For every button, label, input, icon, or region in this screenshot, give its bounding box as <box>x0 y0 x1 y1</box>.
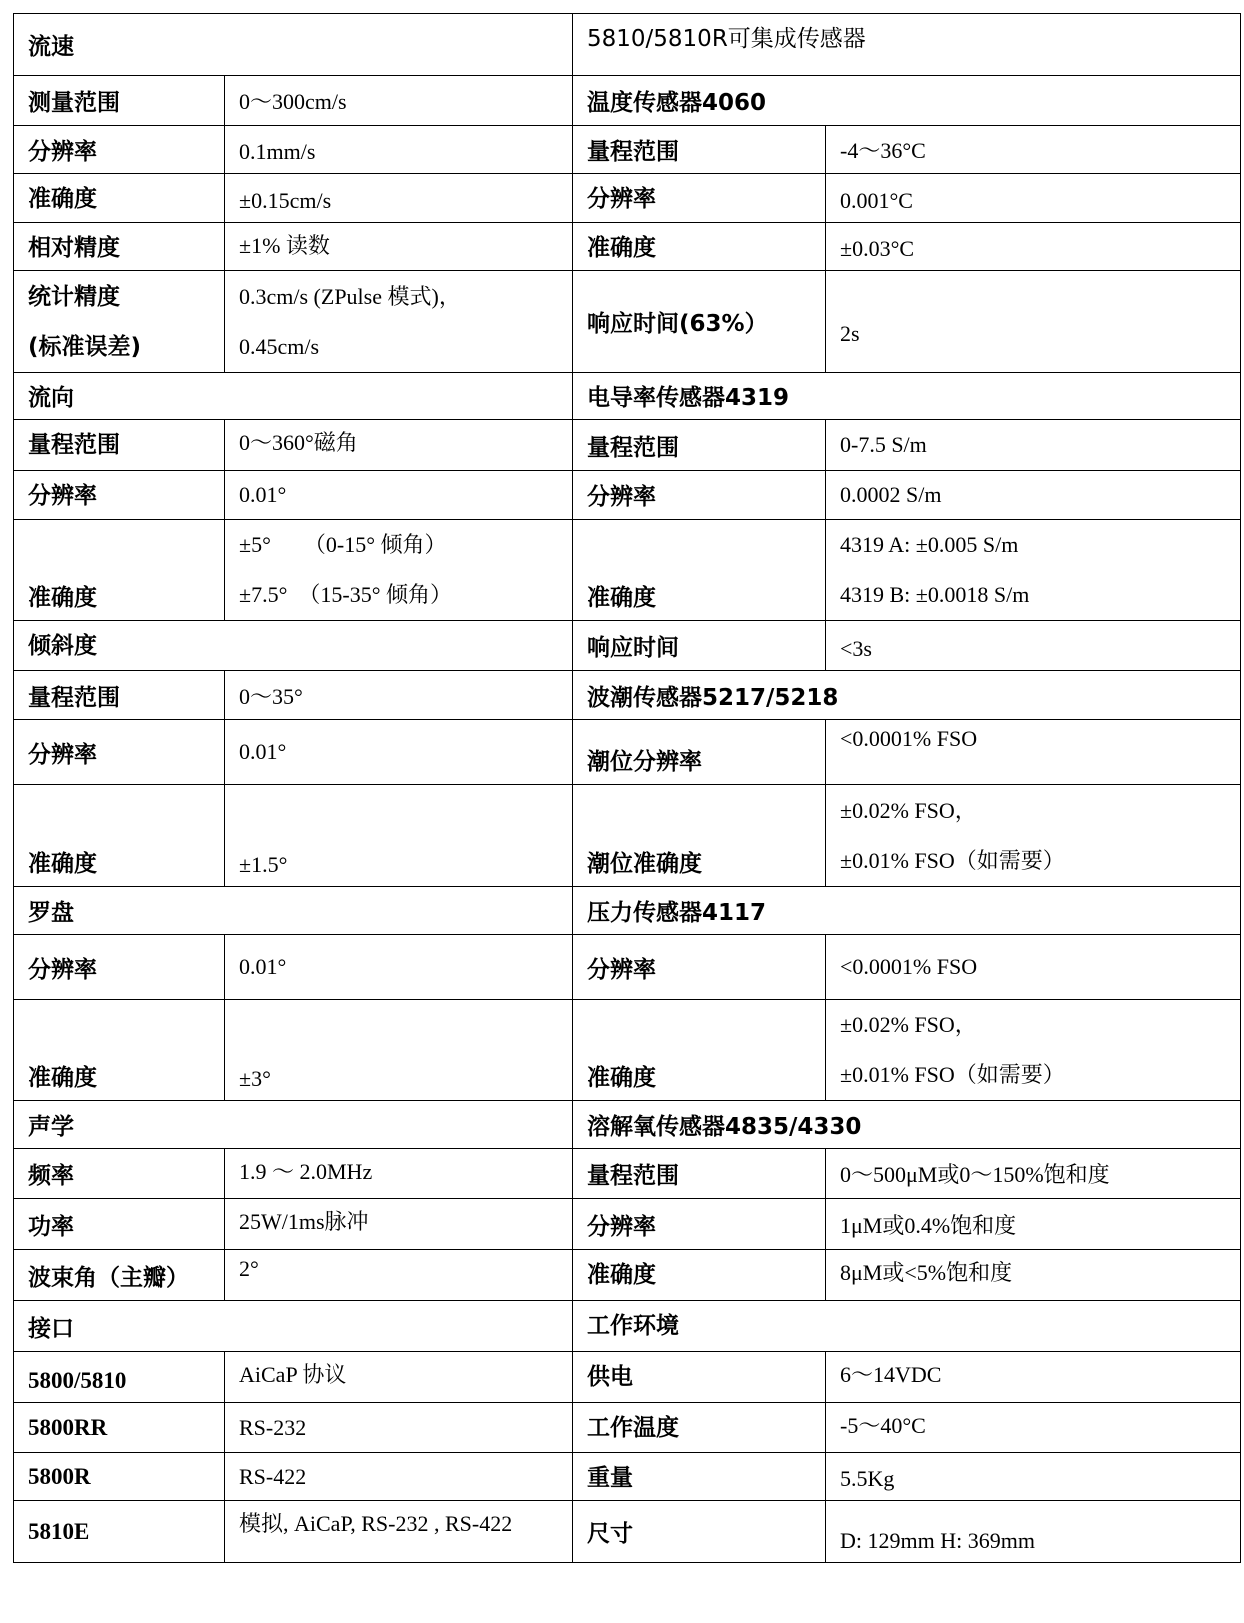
acoustic-frequency-label: 频率 <box>14 1149 225 1199</box>
environment-size-label: 尺寸 <box>573 1501 826 1563</box>
tide-accuracy-label: 潮位准确度 <box>573 785 826 887</box>
pressure-sensor-title: 压力传感器4117 <box>573 887 1241 935</box>
temperature-range-label: 量程范围 <box>573 126 826 174</box>
acoustic-power-label: 功率 <box>14 1199 225 1250</box>
integrated-sensors-header: 5810/5810R可集成传感器 <box>573 14 1241 76</box>
temperature-resolution-value: 0.001°C <box>826 174 1241 223</box>
conductivity-accuracy-line1: 4319 A: ±0.005 S/m <box>840 532 1019 557</box>
acoustic-beam-angle-label: 波束角（主瓣） <box>14 1250 225 1301</box>
compass-title: 罗盘 <box>14 887 573 935</box>
pressure-accuracy-value <box>826 1000 1241 1101</box>
temperature-response-label: 响应时间(63%） <box>573 271 826 373</box>
compass-accuracy-label: 准确度 <box>14 1000 225 1101</box>
tide-accuracy-line1: ±0.02% FSO， <box>840 797 977 823</box>
flow-direction-accuracy-line1: ±5° （0-15° 倾角） <box>239 532 447 557</box>
conductivity-accuracy-label: 准确度 <box>573 520 826 621</box>
flow-speed-relative-precision-label: 相对精度 <box>14 223 225 271</box>
environment-temperature-label: 工作温度 <box>573 1403 826 1453</box>
acoustic-power-value: 25W/1ms脉冲 <box>225 1199 573 1250</box>
interface-5800r-value: RS-422 <box>225 1453 573 1501</box>
temperature-response-value: 2s <box>826 271 1241 373</box>
interface-5800r-label: 5800R <box>14 1453 225 1501</box>
flow-direction-range-value: 0～360°磁角 <box>225 420 573 471</box>
oxygen-accuracy-value: 8μM或<5%饱和度 <box>826 1250 1241 1301</box>
tilt-range-label: 量程范围 <box>14 671 225 720</box>
temperature-accuracy-value: ±0.03°C <box>826 223 1241 271</box>
tilt-range-value: 0～35° <box>225 671 573 720</box>
flow-direction-range-label: 量程范围 <box>14 420 225 471</box>
statistical-precision-label-line1: 统计精度 <box>28 283 120 310</box>
acoustic-title: 声学 <box>14 1101 573 1149</box>
statistical-precision-label-line2: (标准误差) <box>28 333 142 360</box>
conductivity-accuracy-value <box>826 520 1241 621</box>
environment-weight-label: 重量 <box>573 1453 826 1501</box>
flow-speed-range-label: 测量范围 <box>14 76 225 126</box>
compass-resolution-label: 分辨率 <box>14 935 225 1000</box>
tide-resolution-value: <0.0001% FSO <box>826 720 1241 785</box>
conductivity-range-label: 量程范围 <box>573 420 826 471</box>
conductivity-response-value: <3s <box>826 621 1241 671</box>
flow-speed-resolution-value: 0.1mm/s <box>225 126 573 174</box>
temperature-accuracy-label: 准确度 <box>573 223 826 271</box>
tilt-resolution-value: 0.01° <box>225 720 573 785</box>
oxygen-accuracy-label: 准确度 <box>573 1250 826 1301</box>
temperature-range-value: -4～36°C <box>826 126 1241 174</box>
flow-speed-accuracy-label: 准确度 <box>14 174 225 223</box>
flow-speed-accuracy-value: ±0.15cm/s <box>225 174 573 223</box>
flow-direction-resolution-label: 分辨率 <box>14 471 225 520</box>
acoustic-beam-angle-value: 2° <box>225 1250 573 1301</box>
conductivity-accuracy-line2: 4319 B: ±0.0018 S/m <box>840 582 1030 607</box>
tide-accuracy-line2: ±0.01% FSO（如需要） <box>840 847 1065 873</box>
spec-table <box>13 13 1241 1563</box>
pressure-resolution-value: <0.0001% FSO <box>826 935 1241 1000</box>
environment-weight-value: 5.5Kg <box>826 1453 1241 1501</box>
pressure-resolution-label: 分辨率 <box>573 935 826 1000</box>
flow-direction-accuracy-label: 准确度 <box>14 520 225 621</box>
pressure-accuracy-label: 准确度 <box>573 1000 826 1101</box>
flow-direction-title: 流向 <box>14 373 573 420</box>
compass-accuracy-value: ±3° <box>225 1000 573 1101</box>
flow-speed-title: 流速 <box>14 14 573 76</box>
environment-power-value: 6～14VDC <box>826 1352 1241 1403</box>
conductivity-response-label: 响应时间 <box>573 621 826 671</box>
tilt-accuracy-label: 准确度 <box>14 785 225 887</box>
oxygen-range-value: 0～500μM或0～150%饱和度 <box>826 1149 1241 1199</box>
acoustic-frequency-value: 1.9 ～ 2.0MHz <box>225 1149 573 1199</box>
interface-5800rr-label: 5800RR <box>14 1403 225 1453</box>
interface-5810e-label: 5810E <box>14 1501 225 1563</box>
tide-accuracy-value <box>826 785 1241 887</box>
conductivity-resolution-label: 分辨率 <box>573 471 826 520</box>
pressure-accuracy-line1: ±0.02% FSO， <box>840 1012 977 1037</box>
interface-5800-5810-label: 5800/5810 <box>14 1352 225 1403</box>
flow-speed-resolution-label: 分辨率 <box>14 126 225 174</box>
conductivity-sensor-title: 电导率传感器4319 <box>573 373 1241 420</box>
oxygen-range-label: 量程范围 <box>573 1149 826 1199</box>
tide-resolution-label: 潮位分辨率 <box>573 720 826 785</box>
flow-speed-statistical-precision-label <box>14 271 225 373</box>
environment-power-label: 供电 <box>573 1352 826 1403</box>
flow-speed-statistical-precision-value <box>225 271 573 373</box>
interface-5800-5810-value: AiCaP 协议 <box>225 1352 573 1403</box>
compass-resolution-value: 0.01° <box>225 935 573 1000</box>
tilt-title: 倾斜度 <box>14 621 573 671</box>
tilt-resolution-label: 分辨率 <box>14 720 225 785</box>
oxygen-resolution-label: 分辨率 <box>573 1199 826 1250</box>
oxygen-sensor-title: 溶解氧传感器4835/4330 <box>573 1101 1241 1149</box>
pressure-accuracy-line2: ±0.01% FSO（如需要） <box>840 1062 1065 1087</box>
wave-tide-sensor-title: 波潮传感器5217/5218 <box>573 671 1241 720</box>
flow-speed-range-value: 0～300cm/s <box>225 76 573 126</box>
environment-temperature-value: -5～40°C <box>826 1403 1241 1453</box>
oxygen-resolution-value: 1μM或0.4%饱和度 <box>826 1199 1241 1250</box>
statistical-precision-value-line2: 0.45cm/s <box>239 333 320 359</box>
tilt-accuracy-value: ±1.5° <box>225 785 573 887</box>
interface-title: 接口 <box>14 1301 573 1352</box>
temperature-resolution-label: 分辨率 <box>573 174 826 223</box>
statistical-precision-value-line1: 0.3cm/s (ZPulse 模式)， <box>239 283 461 309</box>
flow-direction-accuracy-line2: ±7.5° （15-35° 倾角） <box>239 582 452 607</box>
interface-5800rr-value: RS-232 <box>225 1403 573 1453</box>
environment-title: 工作环境 <box>573 1301 1241 1352</box>
environment-size-value: D: 129mm H: 369mm <box>826 1501 1241 1563</box>
flow-direction-resolution-value: 0.01° <box>225 471 573 520</box>
temperature-sensor-title: 温度传感器4060 <box>573 76 1241 126</box>
flow-speed-relative-precision-value: ±1% 读数 <box>225 223 573 271</box>
conductivity-resolution-value: 0.0002 S/m <box>826 471 1241 520</box>
flow-direction-accuracy-value <box>225 520 573 621</box>
interface-5810e-value: 模拟, AiCaP, RS-232 , RS-422 <box>225 1501 573 1563</box>
conductivity-range-value: 0-7.5 S/m <box>826 420 1241 471</box>
